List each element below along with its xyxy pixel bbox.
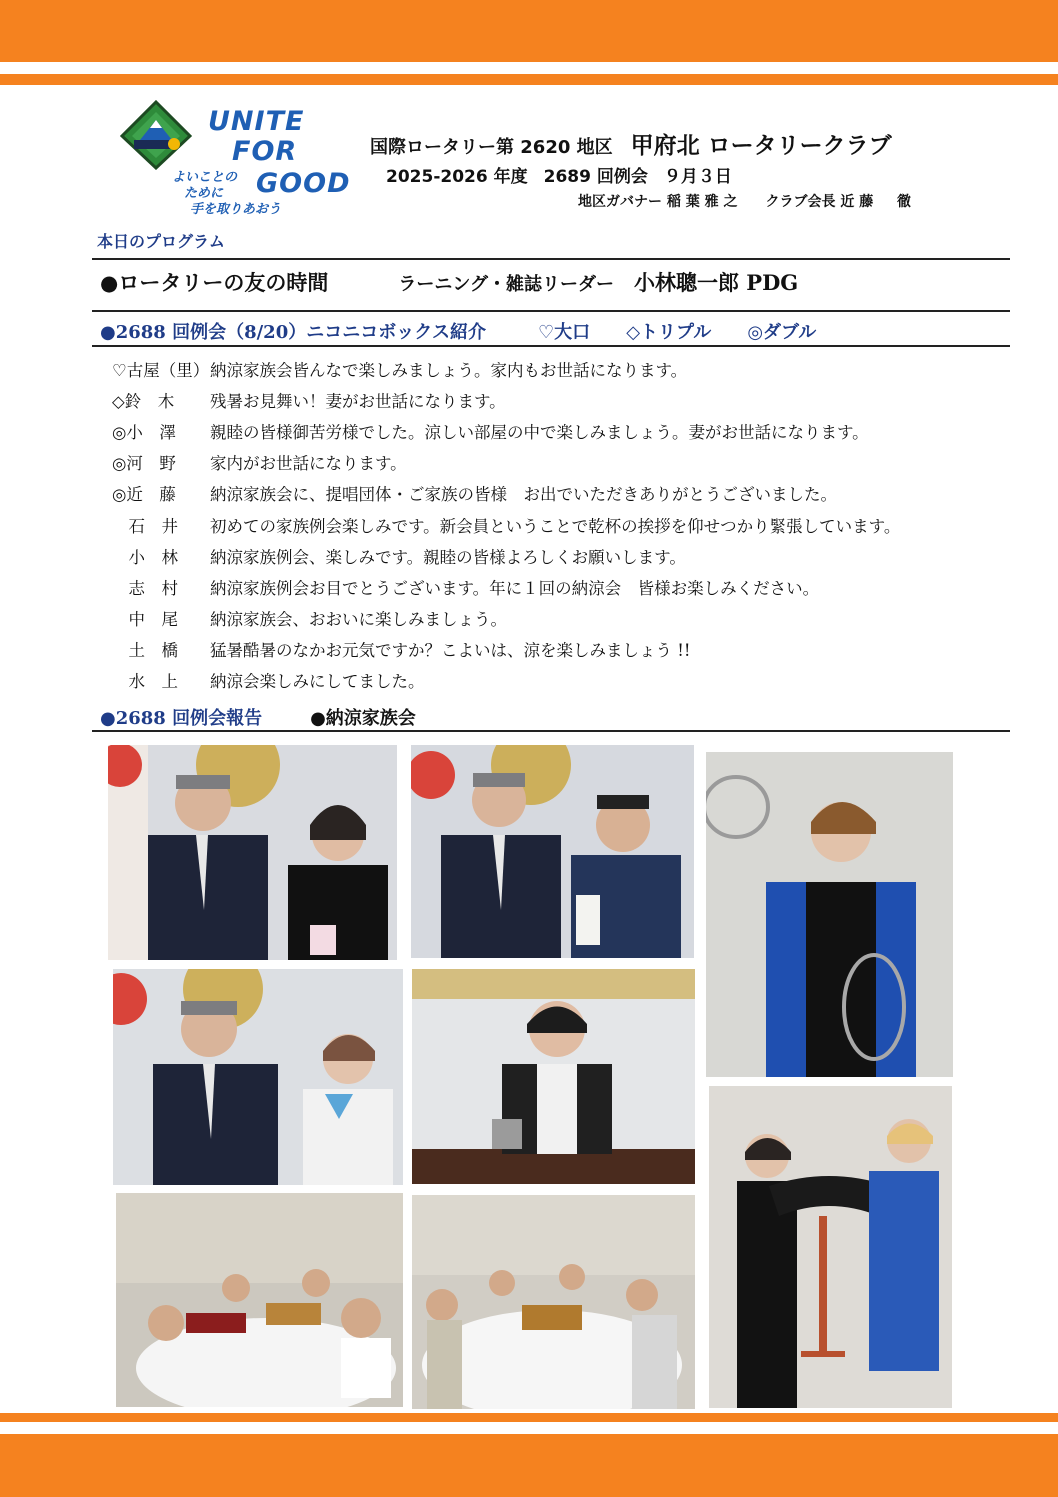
photo-man-and-woman-2 [113,969,403,1185]
bottom-orange-band [0,1434,1058,1497]
photo-magician-rings [706,752,953,1077]
logo-for: FOR [232,136,298,167]
member-name: 小 林 [112,547,178,567]
photo-two-men [411,745,694,958]
member-message: 納涼家族会に、提唱団体・ご家族の皆様 お出でいただきありがとうございました。 [210,485,837,505]
list-item [112,353,1012,384]
meeting-number: 2689 回例会 [543,167,648,187]
nikoniko-message-list [112,353,1012,696]
photo-table-party-1 [116,1193,403,1407]
nikoniko-heading-line [100,318,816,344]
program-line [100,267,798,297]
header-district-line [370,127,892,160]
member-message: 納涼会楽しみにしてました。 [210,672,425,692]
member-message: 納涼家族会、おおいに楽しみましょう。 [210,610,507,630]
member-message: 初めての家族例会楽しみです。新会員ということで乾杯の挨拶を仰せつかり緊張しています。 [210,516,901,536]
club-name: 甲府北 ロータリークラブ [630,133,892,159]
program-leader: ラーニング・雑誌リーダー [398,274,614,295]
member-name: ◎河 野 [112,454,176,474]
legend-triple: ◇トリプル [626,322,712,343]
member-name: ◎小 澤 [112,422,176,442]
member-message: 納涼家族例会お目でとうございます。年に１回の納涼会 皆様お楽しみください。 [210,578,820,598]
nikoniko-heading: ●2688 回例会（8/20）ニコニコボックス紹介 [100,322,487,343]
member-name: 中 尾 [112,610,178,630]
program-label: 本日のプログラム [97,232,225,251]
member-message: 残暑お見舞い！妻がお世話になります。 [210,391,506,411]
list-item [112,571,1012,602]
bottom-orange-rule [0,1413,1058,1422]
member-name: 石 井 [112,516,178,536]
member-message: 納涼家族例会、楽しみです。親睦の皆様よろしくお願いします。 [210,547,686,567]
photo-magic-show [709,1086,952,1408]
legend-ooguchi: ♡大口 [538,322,591,343]
divider [92,258,1010,260]
member-name: ◎近 藤 [112,485,176,505]
header-officers-line [578,191,911,211]
legend-double: ◎ダブル [747,322,817,343]
photo-man-and-woman-1 [108,745,397,960]
logo-jp-line1: よいことの [172,170,238,185]
logo-jp-line3: 手を取りあおう [190,202,282,217]
logo-jp-line2: ために [184,186,224,201]
photo-woman-speaking [412,969,695,1184]
photo-table-party-2 [412,1195,695,1409]
divider [92,310,1010,312]
list-item [112,447,1012,478]
report-event: ●納涼家族会 [310,708,416,729]
list-item [112,665,1012,696]
list-item [112,478,1012,509]
meeting-date: ９月３日 [663,167,732,187]
rotary-emblem-icon [120,100,192,170]
list-item [112,540,1012,571]
logo-good: GOOD [256,168,351,199]
member-name: ◇鈴 木 [112,391,175,411]
list-item [112,509,1012,540]
program-speaker: 小林聰一郎 PDG [633,270,799,295]
member-name: 志 村 [112,578,178,598]
logo-unite: UNITE [208,106,305,137]
program-title: ●ロータリーの友の時間 [100,270,329,295]
fiscal-year: 2025-2026 年度 [386,167,528,187]
member-name: ♡古屋（里） [112,360,210,380]
header-meeting-line [386,162,748,187]
district-name: 国際ロータリー第 2620 地区 [370,137,613,158]
top-orange-band [0,0,1058,62]
list-item [112,603,1012,634]
district-governor: 地区ガバナー 稲 葉 雅 之 [578,194,738,210]
club-president: クラブ会長 近 藤 徹 [765,194,911,210]
member-name: 土 橋 [112,641,178,661]
member-message: 家内がお世話になります。 [210,454,407,474]
list-item [112,634,1012,665]
member-message: 猛暑酷暑のなかお元気ですか？こよいは、涼を楽しみましょう !! [210,641,691,661]
report-heading-line [100,704,416,730]
unite-for-good-logo [120,96,360,224]
member-name: 水 上 [112,672,178,692]
member-message: 納涼家族会皆んなで楽しみましょう。家内もお世話になります。 [210,360,688,380]
divider [92,345,1010,347]
member-message: 親睦の皆様御苦労様でした。涼しい部屋の中で楽しみましょう。妻がお世話になります。 [210,422,869,442]
list-item [112,415,1012,446]
list-item [112,384,1012,415]
report-heading: ●2688 回例会報告 [100,708,263,729]
divider [92,730,1010,732]
top-orange-rule [0,74,1058,85]
